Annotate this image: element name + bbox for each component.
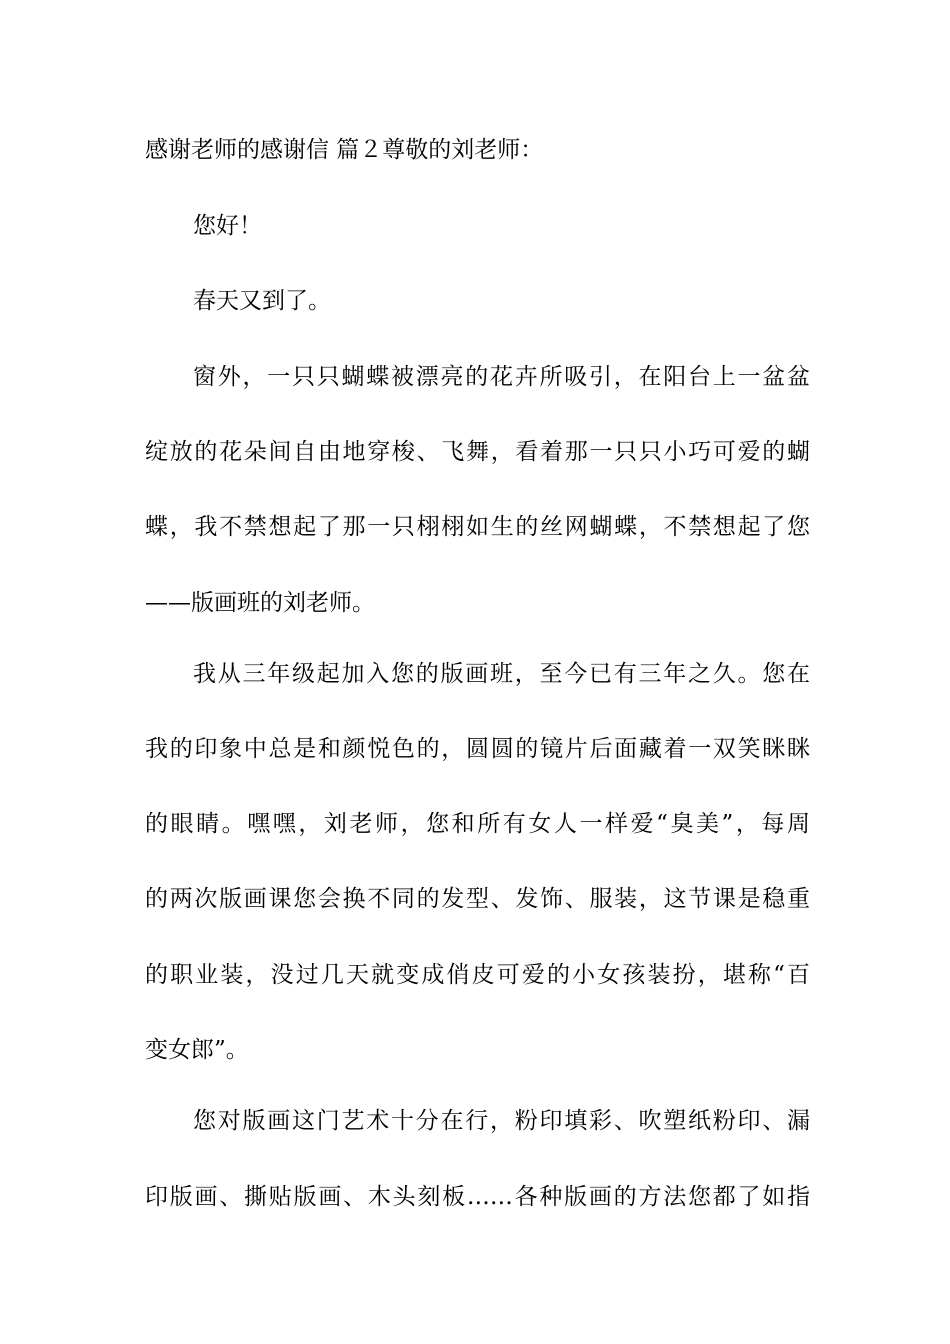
paragraph-line: 我的印象中总是和颜悦色的，圆圆的镜片后面藏着一双笑眯眯 [145, 736, 810, 762]
paragraph-line: ——版画班的刘老师。 [145, 590, 375, 616]
paragraph-line: 的眼睛。嘿嘿，刘老师，您和所有女人一样爱“臭美”，每周 [145, 811, 810, 837]
paragraph-line: 印版画、撕贴版画、木头刻板……各种版画的方法您都了如指 [145, 1184, 810, 1210]
paragraph-line: 绽放的花朵间自由地穿梭、飞舞，看着那一只只小巧可爱的蝴 [145, 439, 810, 465]
paragraph-line: 变女郎”。 [145, 1037, 249, 1063]
paragraph-line: 我从三年级起加入您的版画班，至今已有三年之久。您在 [193, 661, 810, 687]
paragraph-line: 您对版画这门艺术十分在行，粉印填彩、吹塑纸粉印、漏 [193, 1108, 810, 1134]
paragraph-line: 的职业装，没过几天就变成俏皮可爱的小女孩装扮，堪称“百 [145, 962, 810, 988]
paragraph-line: 蝶，我不禁想起了那一只栩栩如生的丝网蝴蝶，不禁想起了您 [145, 514, 810, 540]
paragraph-line: 春天又到了。 [193, 288, 331, 314]
heading-line: 感谢老师的感谢信 篇２尊敬的刘老师： [145, 137, 544, 163]
greeting-line: 您好！ [193, 213, 262, 239]
paragraph-line: 的两次版画课您会换不同的发型、发饰、服装，这节课是稳重 [145, 886, 810, 912]
paragraph-line: 窗外，一只只蝴蝶被漂亮的花卉所吸引，在阳台上一盆盆 [193, 364, 810, 390]
